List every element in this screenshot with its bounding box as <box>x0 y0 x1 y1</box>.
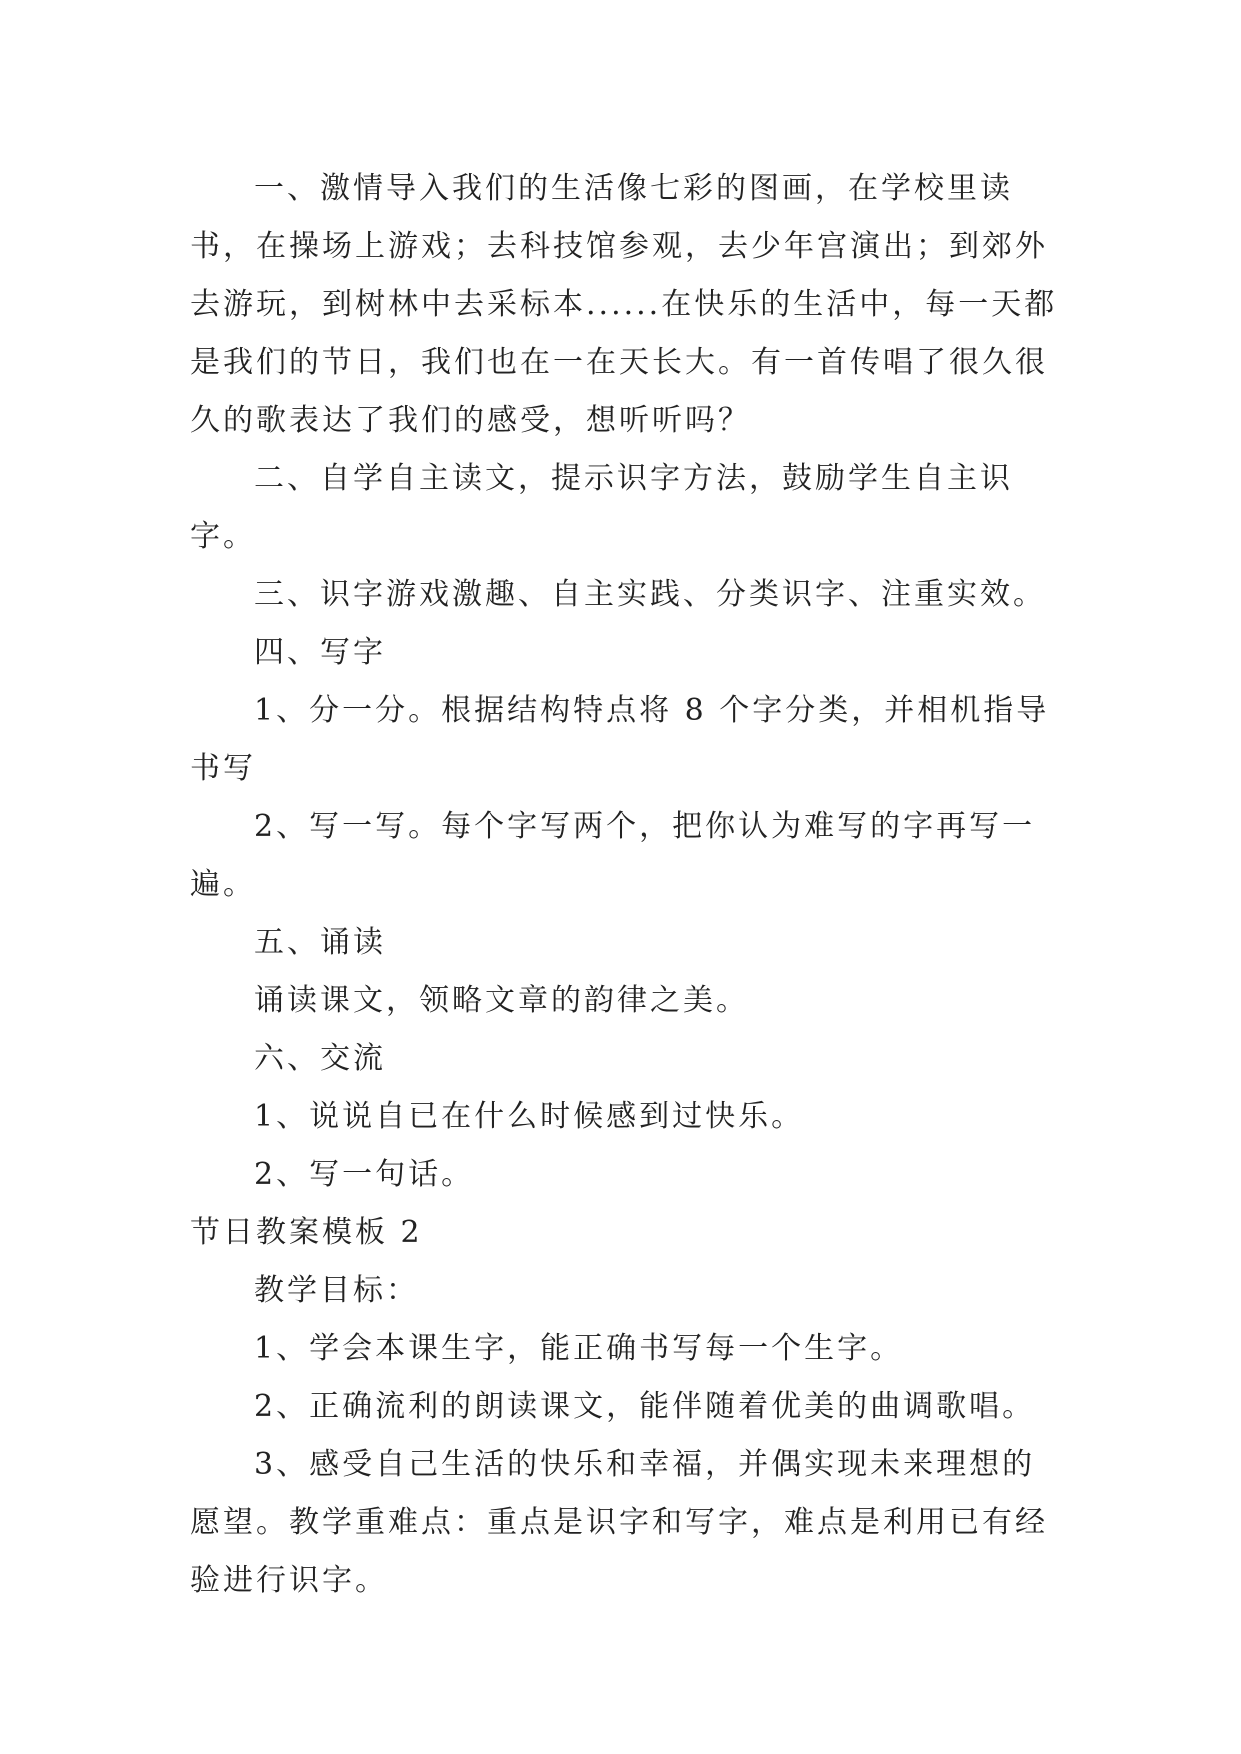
section-heading-objectives: 教学目标： <box>254 1273 419 1308</box>
paragraph-recite-text: 诵读课文，领略文章的韵律之美。 <box>254 983 749 1018</box>
paragraph-objective-3: 3、感受自己生活的快乐和幸福，并偶实现未来理想的愿望。教学重难点：重点是识字和写字，难点是利用已有经验进行识字。 <box>190 1447 1048 1598</box>
paragraph-self-study: 二、自学自主读文，提示识字方法，鼓励学生自主识字。 <box>190 461 1013 554</box>
paragraph-exchange-2: 2、写一句话。 <box>254 1157 475 1192</box>
document-body <box>190 160 1060 1610</box>
section-heading-writing: 四、写字 <box>254 635 386 670</box>
paragraph-exchange-1: 1、说说自已在什么时候感到过快乐。 <box>254 1099 805 1134</box>
paragraph-intro: 一、激情导入我们的生活像七彩的图画，在学校里读书，在操场上游戏；去科技馆参观，去少年宫演出；到郊外去游玩，到树林中去采标本......在快乐的生活中，每一天都是我们的节日，我们也在一在天长大。有一首传唱了很久很久的歌表达了我们的感受，想听听吗？ <box>190 171 1058 438</box>
section-heading-exchange: 六、交流 <box>254 1041 386 1076</box>
section-heading-recite: 五、诵读 <box>254 925 386 960</box>
paragraph-literacy-game: 三、识字游戏激趣、自主实践、分类识字、注重实效。 <box>254 577 1046 612</box>
paragraph-write-characters: 2、写一写。每个字写两个，把你认为难写的字再写一遍。 <box>190 809 1036 902</box>
paragraph-objective-2: 2、正确流利的朗读课文，能伴随着优美的曲调歌唱。 <box>254 1389 1036 1424</box>
document-subtitle: 节日教案模板 2 <box>190 1215 423 1250</box>
paragraph-objective-1: 1、学会本课生字，能正确书写每一个生字。 <box>254 1331 904 1366</box>
paragraph-sort-characters: 1、分一分。根据结构特点将 8 个字分类，并相机指导书写 <box>190 693 1050 786</box>
